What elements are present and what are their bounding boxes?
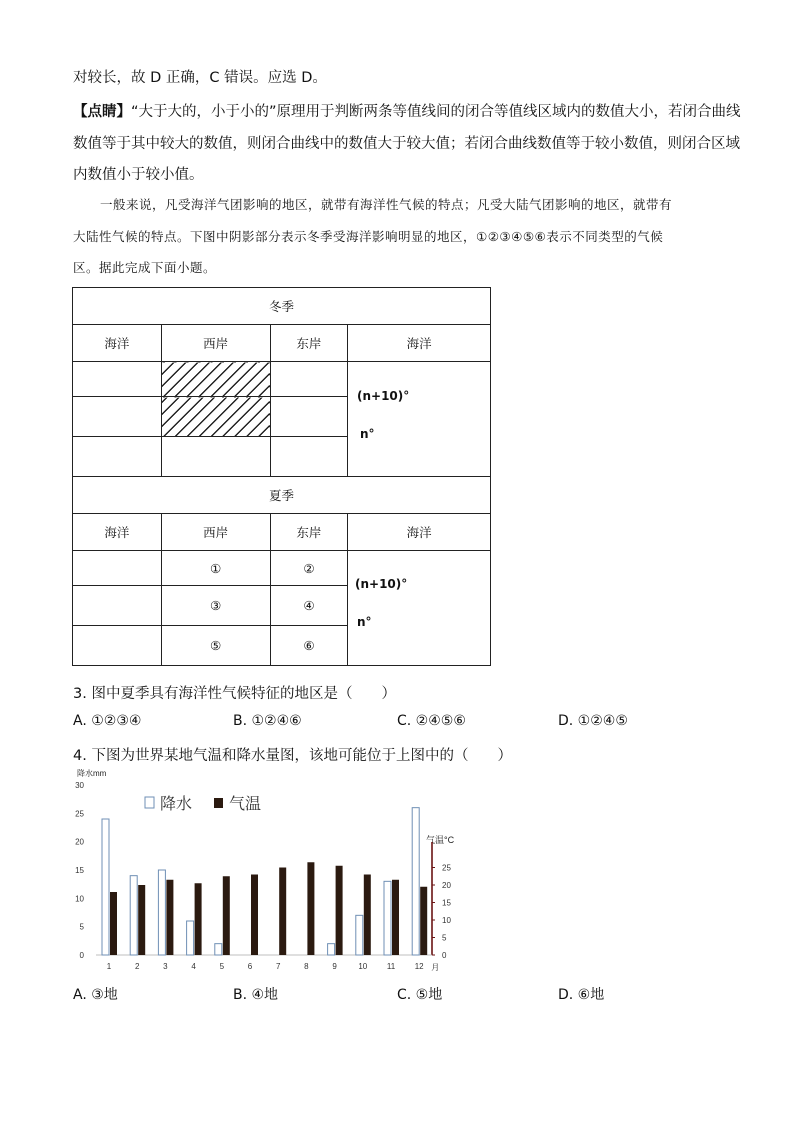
q3-stem: 3. 图中夏季具有海洋性气候特征的地区是（ ） xyxy=(73,686,396,702)
temp-bar xyxy=(223,876,230,955)
region-5: ⑤ xyxy=(161,626,270,666)
temp-bar xyxy=(364,875,371,956)
month-tick-label: 5 xyxy=(219,962,225,971)
legend-precip-label: 降水 xyxy=(160,796,193,813)
summer-title: 夏季 xyxy=(73,477,491,514)
legend-temp-swatch xyxy=(214,798,223,808)
region-6: ⑥ xyxy=(270,626,348,666)
legend-temp-label: 气温 xyxy=(229,796,262,813)
temp-tick-label: 0 xyxy=(442,951,447,960)
winter-latitude-cell xyxy=(348,362,491,477)
month-tick-label: 9 xyxy=(332,962,337,971)
month-unit-label: 月 xyxy=(431,963,440,972)
month-tick-label: 7 xyxy=(275,962,281,971)
precip-bar xyxy=(328,944,335,955)
region-1: ① xyxy=(161,551,270,586)
precip-tick-label: 20 xyxy=(75,837,84,847)
q4-stem: 4. 下图为世界某地气温和降水量图，该地可能位于上图中的（ ） xyxy=(73,748,512,764)
month-tick-label: 10 xyxy=(358,962,368,971)
precip-bar xyxy=(102,819,109,955)
summer-table xyxy=(72,476,491,666)
winter-cell xyxy=(270,362,348,397)
summer-latitude-cell xyxy=(348,551,491,666)
winter-cell xyxy=(161,437,270,477)
temp-tick-label: 25 xyxy=(442,863,451,873)
legend-precip-swatch xyxy=(145,797,154,808)
region-3: ③ xyxy=(161,586,270,626)
winter-lat-bottom: n° xyxy=(360,427,375,441)
temp-tick-label: 10 xyxy=(442,916,451,925)
intro-line-3: 区。据此完成下面小题。 xyxy=(73,260,217,275)
precip-tick-label: 15 xyxy=(75,866,84,875)
precip-axis-label: 降水mm xyxy=(77,769,107,778)
temp-bar xyxy=(307,862,314,955)
winter-cell xyxy=(270,397,348,437)
q3-option-a[interactable]: A. ①②③④ xyxy=(73,713,142,729)
q4-option-a[interactable]: A. ③地 xyxy=(73,987,118,1003)
precip-bar xyxy=(412,808,419,955)
temp-bar xyxy=(138,885,145,955)
winter-header-west-coast: 西岸 xyxy=(161,325,270,362)
month-tick-label: 2 xyxy=(134,962,140,971)
month-tick-label: 4 xyxy=(191,962,196,971)
q4-option-c[interactable]: C. ⑤地 xyxy=(397,987,443,1003)
temp-bar xyxy=(420,887,427,955)
q3-option-d[interactable]: D. ①②④⑤ xyxy=(558,713,628,729)
winter-cell xyxy=(73,362,162,397)
winter-shaded-cell xyxy=(161,362,270,397)
winter-header-ocean-left: 海洋 xyxy=(73,325,162,362)
temp-axis-label: 气温°C xyxy=(426,835,455,845)
month-tick-label: 1 xyxy=(106,962,112,971)
temp-bar xyxy=(110,892,117,955)
precip-bar xyxy=(158,870,165,955)
region-4: ④ xyxy=(270,586,348,626)
month-tick-label: 3 xyxy=(163,962,168,971)
text-line-2 xyxy=(73,100,741,121)
winter-shaded-cell xyxy=(161,397,270,437)
summer-header-ocean-left: 海洋 xyxy=(73,514,162,551)
precip-tick-label: 10 xyxy=(75,894,84,904)
dianjing-label: 【点睛】 xyxy=(73,104,131,120)
text-line-1: 对较长，故 D 正确，C 错误。应选 D。 xyxy=(73,70,327,86)
precip-bar xyxy=(356,915,363,955)
precip-tick-label: 5 xyxy=(79,922,84,932)
winter-cell xyxy=(73,397,162,437)
summer-lat-bottom: n° xyxy=(357,615,372,629)
summer-header-east-coast: 东岸 xyxy=(270,514,348,551)
month-tick-label: 6 xyxy=(247,962,253,971)
text-line-3: 数值等于其中较大的数值，则闭合曲线中的数值大于较大值；若闭合曲线数值等于较小数值，则闭合区域 xyxy=(73,136,740,152)
month-tick-label: 11 xyxy=(386,962,396,971)
winter-cell xyxy=(270,437,348,477)
text-line-4: 内数值小于较小值。 xyxy=(73,167,204,183)
temp-bar xyxy=(279,868,286,956)
dianjing-text: “大于大的，小于小的”原理用于判断两条等值线间的闭合等值线区域内的数值大小，若闭合曲线 xyxy=(131,104,741,120)
temp-bar xyxy=(392,880,399,955)
winter-table xyxy=(72,287,491,477)
summer-cell xyxy=(73,551,162,586)
summer-header-ocean-right: 海洋 xyxy=(348,514,491,551)
winter-lat-top: (n+10)° xyxy=(357,389,410,403)
winter-header-east-coast: 东岸 xyxy=(270,325,348,362)
temp-tick-label: 20 xyxy=(442,881,451,890)
winter-cell xyxy=(73,437,162,477)
q4-option-b[interactable]: B. ④地 xyxy=(233,987,279,1003)
temp-tick-label: 15 xyxy=(442,898,451,908)
month-tick-label: 8 xyxy=(304,962,309,971)
intro-line-2: 大陆性气候的特点。下图中阴影部分表示冬季受海洋影响明显的地区，①②③④⑤⑥表示不同类型的气候 xyxy=(73,229,664,244)
temp-bar xyxy=(166,880,173,955)
temp-bar xyxy=(195,883,202,955)
winter-header-ocean-right: 海洋 xyxy=(348,325,491,362)
precip-tick-label: 25 xyxy=(75,809,84,819)
precip-tick-label: 0 xyxy=(79,951,84,960)
precip-bar xyxy=(130,876,137,955)
intro-line-1: 一般来说，凡受海洋气团影响的地区，就带有海洋性气候的特点；凡受大陆气团影响的地区，就带有 xyxy=(100,197,673,212)
q3-option-b[interactable]: B. ①②④⑥ xyxy=(233,713,302,729)
precip-bar xyxy=(187,921,194,955)
q4-option-d[interactable]: D. ⑥地 xyxy=(558,987,605,1003)
summer-header-west-coast: 西岸 xyxy=(161,514,270,551)
month-tick-label: 12 xyxy=(414,962,424,971)
chart-legend xyxy=(145,795,261,813)
summer-cell xyxy=(73,586,162,626)
precip-tick-label: 30 xyxy=(75,781,84,790)
precip-bar xyxy=(384,881,391,955)
climate-chart xyxy=(66,765,456,977)
summer-lat-top: (n+10)° xyxy=(355,577,408,591)
temp-bar xyxy=(251,875,258,956)
precip-bar xyxy=(215,944,222,955)
temp-tick-label: 5 xyxy=(442,933,447,943)
summer-cell xyxy=(73,626,162,666)
region-2: ② xyxy=(270,551,348,586)
q3-option-c[interactable]: C. ②④⑤⑥ xyxy=(397,713,466,729)
temp-bar xyxy=(336,866,343,955)
winter-title: 冬季 xyxy=(73,288,491,325)
